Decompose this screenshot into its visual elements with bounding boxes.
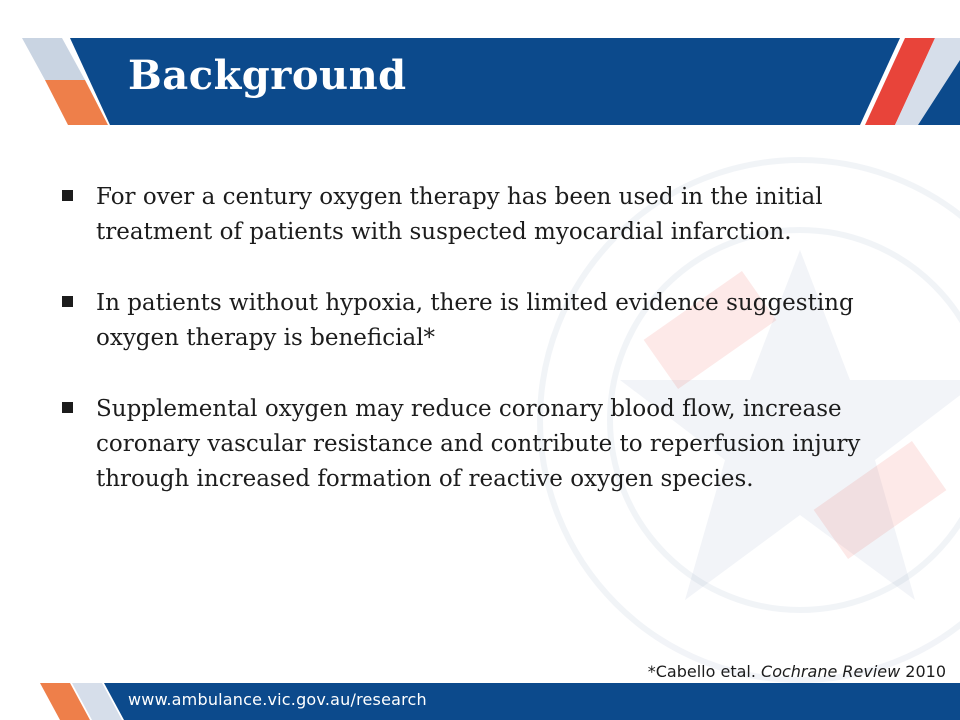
bullet-text: Supplemental oxygen may reduce coronary blood flow, increase coronary vascular resistance and contribute to reperfusion injury through increased formation of reactive oxygen species.	[96, 396, 861, 492]
bullet-item	[62, 180, 922, 250]
citation-year: 2010	[900, 662, 946, 681]
bullet-text: In patients without hypoxia, there is limited evidence suggesting oxygen therapy is beneficial*	[96, 290, 854, 351]
citation-prefix: *Cabello etal.	[647, 662, 762, 681]
square-bullet-icon	[62, 296, 73, 307]
citation	[648, 662, 946, 681]
bullet-list	[62, 180, 922, 533]
citation-journal: Cochrane Review	[761, 662, 901, 681]
bullet-item	[62, 392, 922, 497]
bullet-item	[62, 286, 922, 356]
square-bullet-icon	[62, 402, 73, 413]
square-bullet-icon	[62, 190, 73, 201]
bullet-text: For over a century oxygen therapy has been used in the initial treatment of patients with suspected myocardial infarction.	[96, 184, 823, 245]
slide-title: Background	[128, 52, 407, 99]
footer-url-link[interactable]: www.ambulance.vic.gov.au/research	[128, 690, 427, 709]
